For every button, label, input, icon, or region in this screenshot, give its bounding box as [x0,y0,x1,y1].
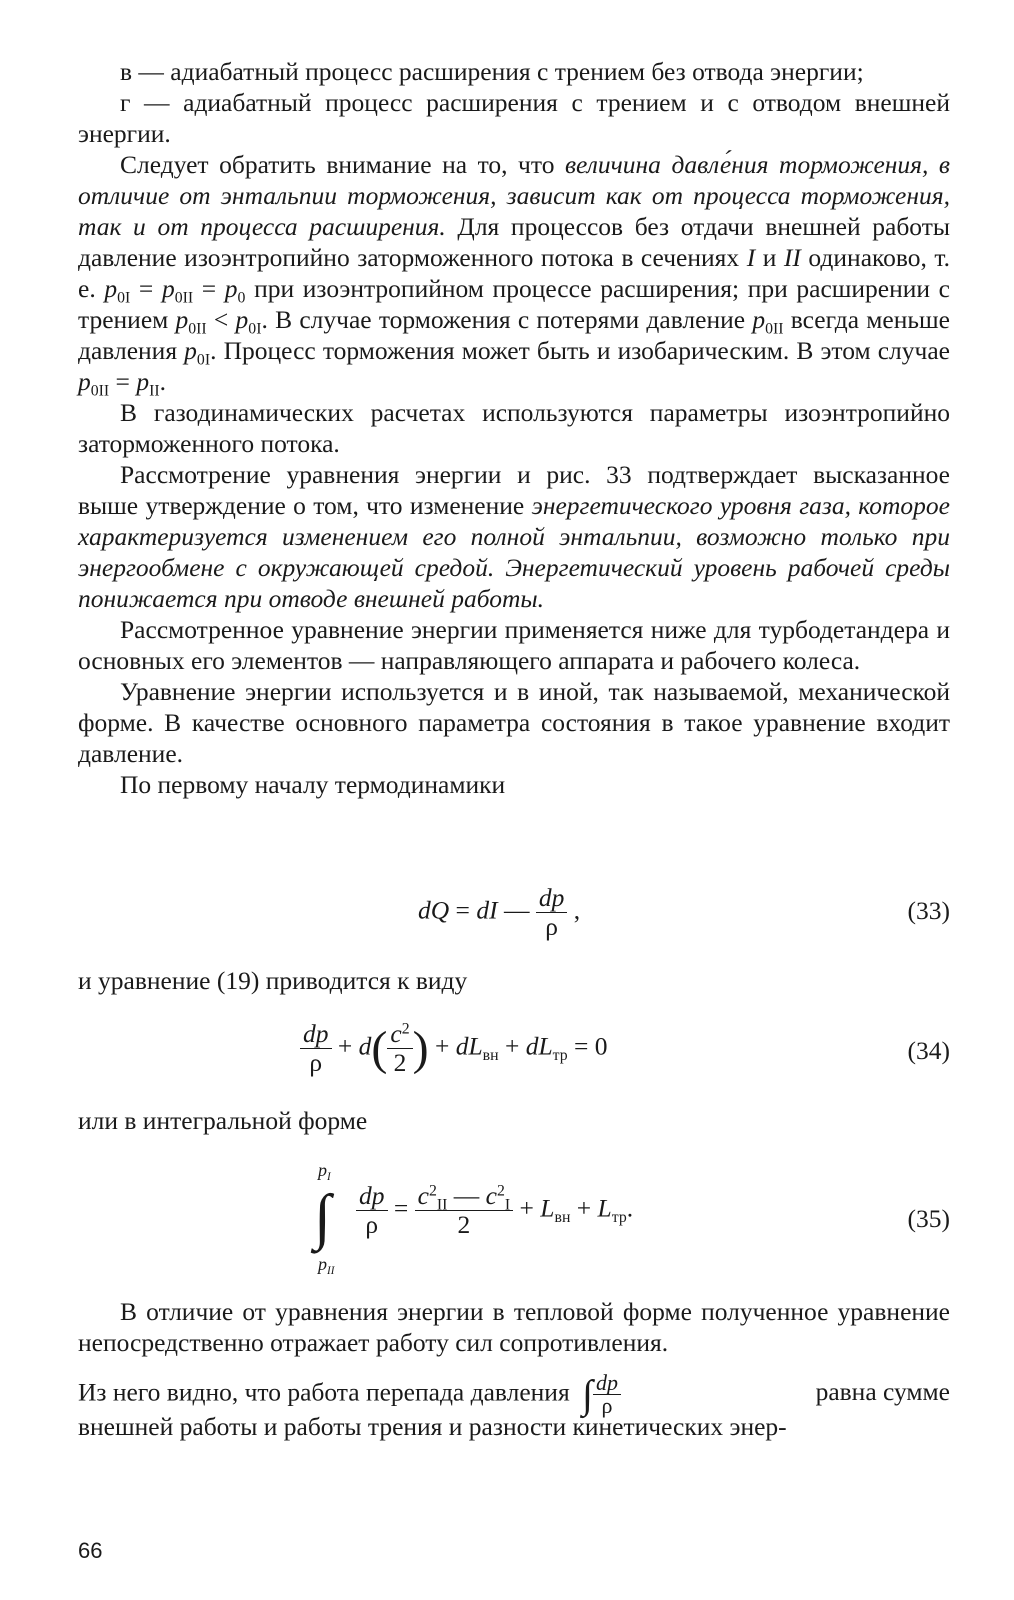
paragraph-integral-form: или в интегральной форме [78,1106,368,1135]
paragraph-reduces-to: и уравнение (19) приводится к виду [78,966,468,995]
paragraph-last-line: внешней работы и работы трения и разности кинетических энер- [78,1412,787,1441]
equation-number: (35) [907,1204,950,1233]
italic-emphasis: величина давле́ния торможения, в отличие от энтальпии торможения, зависит как от процесса торможения, так и от процесса расширения. [78,150,951,241]
equation-number: (33) [907,896,950,925]
paragraph-resistance-work: В отличие от уравнения энергии в тепловой форме полученное уравнение непосредственно отражает работу сил сопротивления. [78,1297,950,1357]
equation-number: (34) [907,1036,950,1065]
paragraph-pressure-drop: Из него видно, что работа перепада давления ∫ $\frac{dp}{\rho}$ равна сумме [78,1370,950,1418]
paragraph-energy-level: Рассмотрение уравнения энергии и рис. 33 подтверждает высказанное выше утверждение о том, что изменение энергетического уровня газа, которое характеризуется изменением его полной энтальпии, возможно только при энергообмене с окружающей средой. Энергетический уровень рабочей среды понижается при отводе внешней работы. [78,460,951,613]
body-text-bottom [78,1296,950,1358]
paragraph-stagnation-pressure: Следует обратить внимание на то, что величина давле́ния торможения, в отличие от энтальпии торможения, зависит как от процесса торможения, так и от процесса расширения. Для процессов без отдачи внешней работы давление изоэнтропийно заторможенного потока в сечениях I и II одинаково, т. е. $p_{0I} = p_{0II} = p_0$ при изоэнтропийном процессе расширения; при расширении с трением $p_{0II} < p_{0I}$. В случае торможения с потерями давление $p_{0II}$ всегда меньше давления $p_{0I}$. Процесс торможения может быть и изобарическим. В этом случае $p_{0II} = p_{II}$. [78,150,951,400]
page-number: 66 [78,1538,103,1563]
list-item-v: в — адиабатный процесс расширения с трением без отвода энергии; [120,57,864,86]
equation-35: $p_I$ ∫ $p_{II}$ $\frac{dp}{\rho}$ = $\frac{c^2_{II} — c^2_I}{2}$ + $L_{вн} + L_{тр}$. (35) [314,1160,950,1277]
paragraph-first-law: По первому началу термодинамики [120,770,506,799]
paragraph-mechanical-form: Уравнение энергии используется и в иной, так называемой, механической форме. В качестве основного параметра состояния в такое уравнение входит давление. [78,677,950,768]
paragraph-turboexpander: Рассмотренное уравнение энергии применяется ниже для турбодетандера и основных его элементов — направляющего аппарата и рабочего колеса. [78,615,950,675]
equation-33: dQ = dI — $\frac{dp}{\rho}$ , (33) [418,883,950,941]
paragraph-gasdynamic: В газодинамических расчетах используются параметры изоэнтропийно заторможенного потока. [78,398,950,458]
equation-34: $\frac{dp}{\rho}$ + d( $\frac{c^2}{2}$ ) + $dL_{вн} + dL_{тр} = 0$ (34) [78,1018,950,1094]
body-text-top [78,56,950,800]
list-item-g: г — адиабатный процесс расширения с трением и с отводом внешней энергии. [78,88,950,148]
